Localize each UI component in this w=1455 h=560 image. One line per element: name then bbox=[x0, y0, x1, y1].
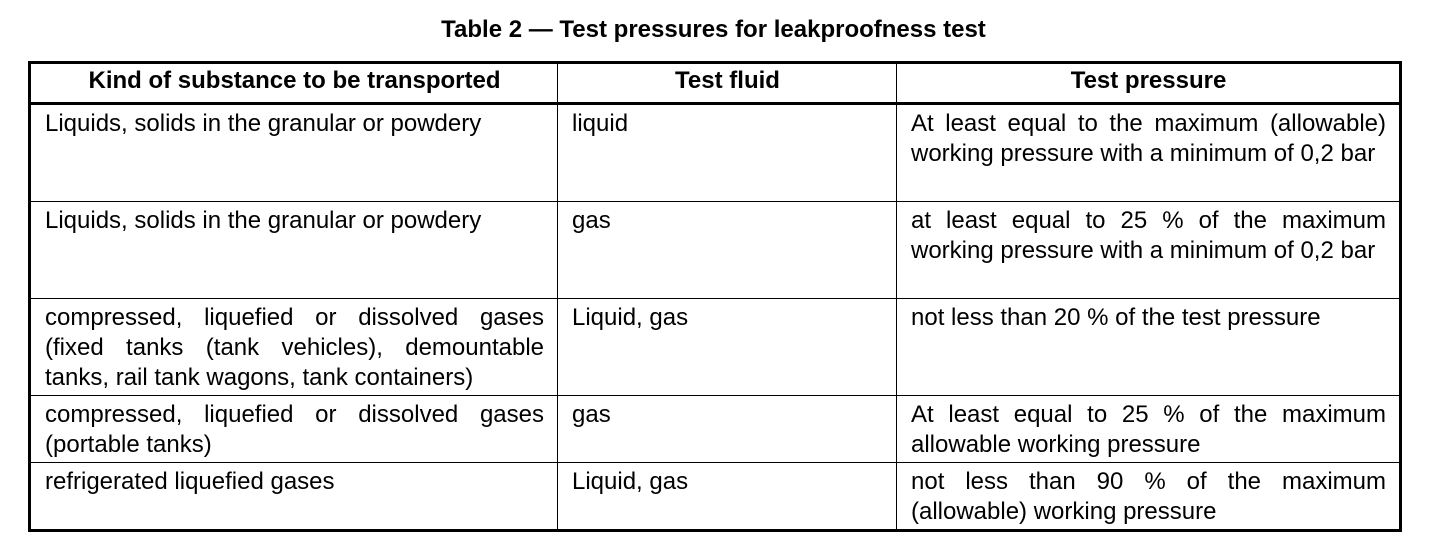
cell-test-pressure: at least equal to 25 % of the maximum working pressure with a minimum of 0,2 bar bbox=[897, 202, 1401, 299]
cell-test-fluid: liquid bbox=[558, 104, 897, 202]
table-row bbox=[30, 396, 1401, 463]
header-test-pressure: Test pressure bbox=[897, 63, 1401, 104]
cell-test-pressure: At least equal to the maximum (allowable) working pressure with a minimum of 0,2 bar bbox=[897, 104, 1401, 202]
table-caption: Table 2 — Test pressures for leakproofness test bbox=[441, 16, 986, 43]
cell-test-pressure: not less than 90 % of the maximum (allowable) working pressure bbox=[897, 463, 1401, 531]
table-row bbox=[30, 463, 1401, 531]
cell-substance-kind: compressed, liquefied or dissolved gases (fixed tanks (tank vehicles), demountable tanks, rail tank wagons, tank containers) bbox=[30, 299, 558, 396]
cell-test-fluid: gas bbox=[558, 396, 897, 463]
cell-substance-kind: Liquids, solids in the granular or powdery bbox=[30, 104, 558, 202]
cell-substance-kind: Liquids, solids in the granular or powdery bbox=[30, 202, 558, 299]
header-test-fluid: Test fluid bbox=[558, 63, 897, 104]
cell-test-fluid: gas bbox=[558, 202, 897, 299]
cell-test-fluid: Liquid, gas bbox=[558, 463, 897, 531]
cell-test-pressure: At least equal to 25 % of the maximum allowable working pressure bbox=[897, 396, 1401, 463]
table-row bbox=[30, 202, 1401, 299]
cell-substance-kind: refrigerated liquefied gases bbox=[30, 463, 558, 531]
cell-test-fluid: Liquid, gas bbox=[558, 299, 897, 396]
header-substance-kind: Kind of substance to be transported bbox=[30, 63, 558, 104]
cell-test-pressure: not less than 20 % of the test pressure bbox=[897, 299, 1401, 396]
table-header-row bbox=[30, 63, 1401, 104]
table-row bbox=[30, 299, 1401, 396]
test-pressure-table bbox=[28, 61, 1402, 532]
cell-substance-kind: compressed, liquefied or dissolved gases (portable tanks) bbox=[30, 396, 558, 463]
table-row bbox=[30, 104, 1401, 202]
